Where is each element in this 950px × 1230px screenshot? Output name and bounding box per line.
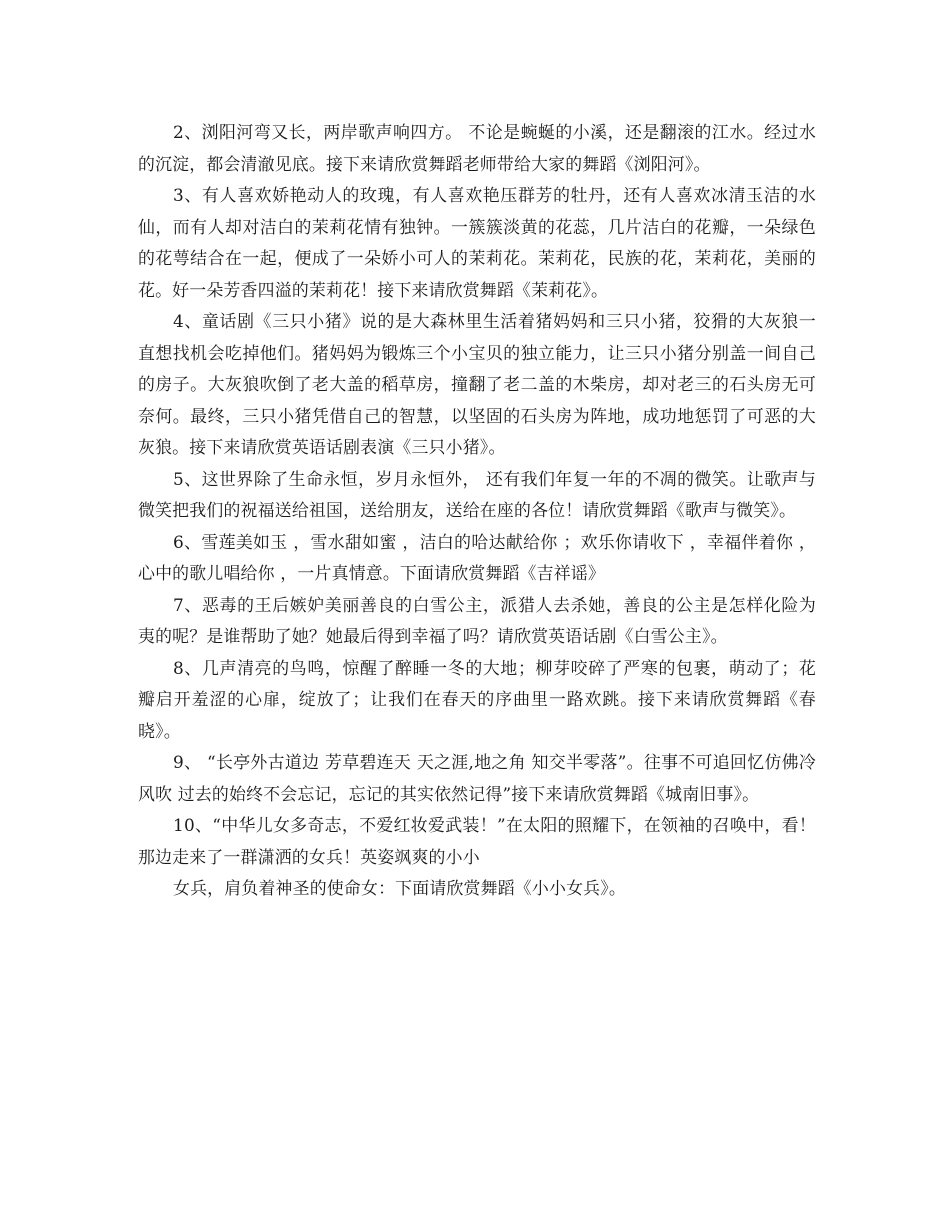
- paragraph-5: 5、这世界除了生命永恒，岁月永恒外， 还有我们年复一年的不凋的微笑。让歌声与微笑把我们的祝福送给祖国，送给朋友，送给在座的各位！请欣赏舞蹈《歌声与微笑》。: [138, 468, 816, 520]
- paragraph-10: 10、“中华儿女多奇志，不爱红妆爱武装！”在太阳的照耀下，在领袖的召唤中，看！那边走来了一群潇洒的女兵！英姿飒爽的小小: [138, 815, 816, 867]
- paragraph-7: 7、恶毒的王后嫉妒美丽善良的白雪公主，派猎人去杀她，善良的公主是怎样化险为夷的呢？是谁帮助了她？她最后得到幸福了吗？请欣赏英语话剧《白雪公主》。: [138, 594, 816, 646]
- paragraph-9: 9、 “长亭外古道边 芳草碧连天 天之涯,地之角 知交半零落”。往事不可追回忆仿佛冷风吹 过去的始终不会忘记，忘记的其实依然记得”接下来请欣赏舞蹈《城南旧事》。: [138, 752, 816, 804]
- paragraph-8: 8、几声清亮的鸟鸣，惊醒了醉睡一冬的大地；柳芽咬碎了严寒的包裹，萌动了；花瓣启开羞涩的心扉，绽放了；让我们在春天的序曲里一路欢跳。接下来请欣赏舞蹈《春晓》。: [138, 657, 816, 741]
- paragraph-4: 4、童话剧《三只小猪》说的是大森林里生活着猪妈妈和三只小猪，狡猾的大灰狼一直想找机会吃掉他们。猪妈妈为锻炼三个小宝贝的独立能力，让三只小猪分别盖一间自己的房子。大灰狼吹倒了老大盖的稻草房，撞翻了老二盖的木柴房，却对老三的石头房无可奈何。最终，三只小猪凭借自己的智慧，以坚固的石头房为阵地，成功地惩罚了可恶的大灰狼。接下来请欣赏英语话剧表演《三只小猪》。: [138, 311, 816, 457]
- paragraph-3: 3、有人喜欢娇艳动人的玫瑰，有人喜欢艳压群芳的牡丹，还有人喜欢冰清玉洁的水仙，而有人却对洁白的茉莉花情有独钟。一簇簇淡黄的花蕊，几片洁白的花瓣，一朵绿色的花萼结合在一起，便成了一朵娇小可人的茉莉花。茉莉花，民族的花，茉莉花，美丽的花。好一朵芳香四溢的茉莉花！接下来请欣赏舞蹈《茉莉花》。: [138, 185, 816, 300]
- paragraph-10-continued: 女兵，肩负着神圣的使命女：下面请欣赏舞蹈《小小女兵》。: [173, 878, 626, 898]
- document-body: [138, 117, 816, 905]
- paragraph-6: 6、雪莲美如玉 ，雪水甜如蜜 ，洁白的哈达献给你 ；欢乐你请收下 ，幸福伴着你 ，心中的歌儿唱给你 ，一片真情意。下面请欣赏舞蹈《吉祥谣》: [138, 531, 816, 583]
- paragraph-2: 2、浏阳河弯又长，两岸歌声响四方。 不论是蜿蜒的小溪，还是翻滚的江水。经过水的沉淀，都会清澈见底。接下来请欣赏舞蹈老师带给大家的舞蹈《浏阳河》。: [138, 122, 816, 174]
